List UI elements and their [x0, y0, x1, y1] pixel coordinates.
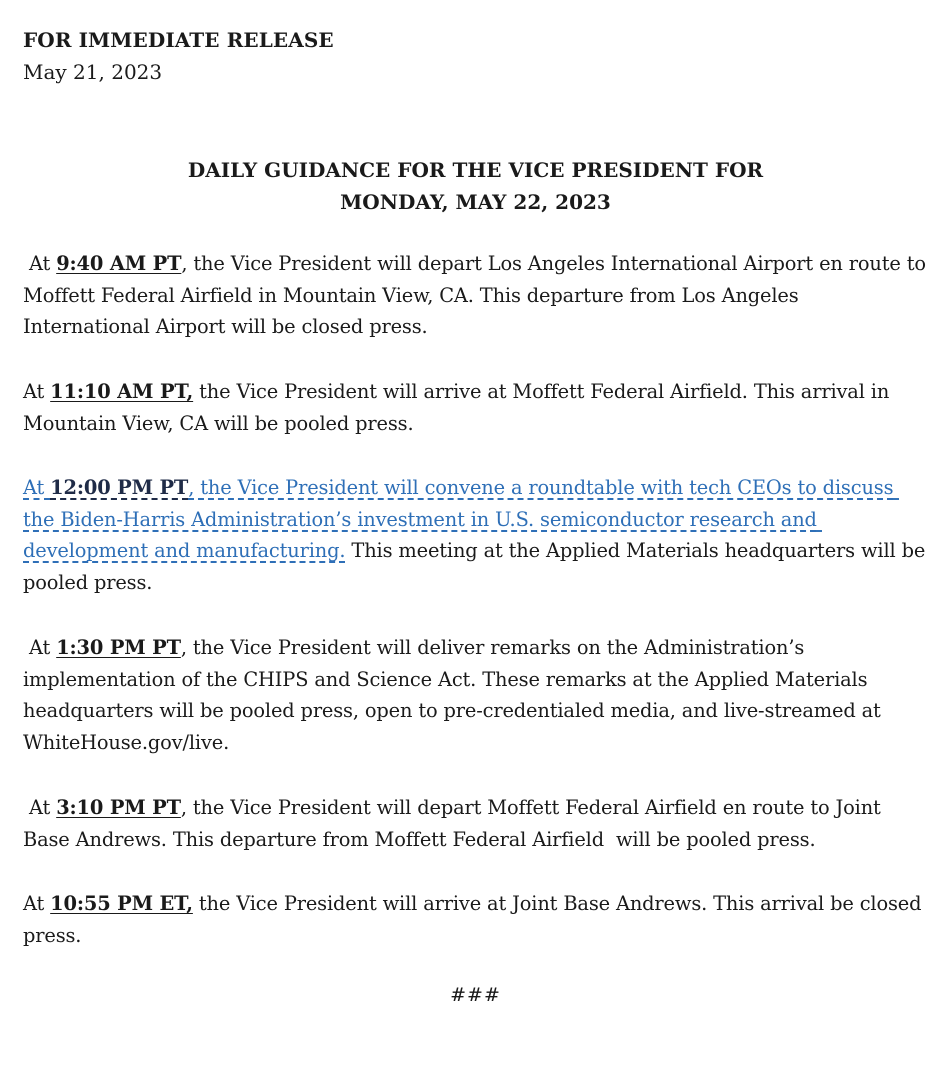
entry-prefix: At [23, 252, 57, 275]
schedule-entry-depart-lax [23, 248, 932, 343]
entry-text: , the Vice President will deliver remarks on the Administration’s implementation of the CHIPS and Science Act. These remarks at the Applied Materials headquarters will be pooled press, open to pre-credentialed media, and live-streamed at WhiteHouse.gov/live. [23, 636, 887, 754]
entry-time: 11:10 AM PT, [50, 380, 194, 403]
end-mark: ### [450, 984, 501, 1006]
release-label: FOR IMMEDIATE RELEASE [23, 28, 334, 52]
schedule-entry-arrive-moffett [23, 376, 928, 439]
entry-prefix: At [23, 796, 57, 819]
entry-time: 1:30 PM PT [56, 636, 181, 659]
entry-prefix: At [23, 892, 51, 915]
entry-text: , the Vice President will depart Los Angeles International Airport en route to Moffett Federal Airfield in Mountain View, CA. This departure from Los Angeles International Airport will be closed press. [23, 252, 932, 338]
entry-text: the Vice President will arrive at Joint Base Andrews. This arrival be closed press. [23, 892, 928, 947]
entry-time: 12:00 PM PT [50, 476, 189, 499]
schedule-entry-remarks [23, 632, 928, 758]
page-title [23, 154, 928, 218]
schedule-entry-arrive-andrews [23, 888, 928, 951]
roundtable-link-text: , the Vice President will convene a roundtable with tech CEOs to discuss the Biden-Harris Administration’s investment in U.S. semiconductor research and development and manufacturing. [23, 476, 900, 562]
release-date: May 21, 2023 [23, 60, 163, 84]
entry-prefix: At [23, 476, 51, 499]
entry-text: , the Vice President will depart Moffett Federal Airfield en route to Joint Base Andrews. This departure from Moffett Federal Airfield will be pooled press. [23, 796, 887, 851]
entry-time: 10:55 PM ET, [50, 892, 193, 915]
title-line-2: MONDAY, MAY 22, 2023 [340, 190, 611, 214]
entry-time: 9:40 AM PT [56, 252, 182, 275]
entry-text: the Vice President will arrive at Moffett Federal Airfield. This arrival in Mountain View, CA will be pooled press. [23, 380, 896, 435]
entry-prefix: At [23, 380, 51, 403]
title-line-1: DAILY GUIDANCE FOR THE VICE PRESIDENT FOR [187, 158, 764, 182]
entry-time: 3:10 PM PT [56, 796, 181, 819]
schedule-entry-roundtable [23, 472, 932, 598]
entry-prefix: At [23, 636, 57, 659]
entry-text: This meeting at the Applied Materials headquarters will be pooled press. [23, 539, 932, 594]
schedule-entry-depart-moffett [23, 792, 928, 855]
